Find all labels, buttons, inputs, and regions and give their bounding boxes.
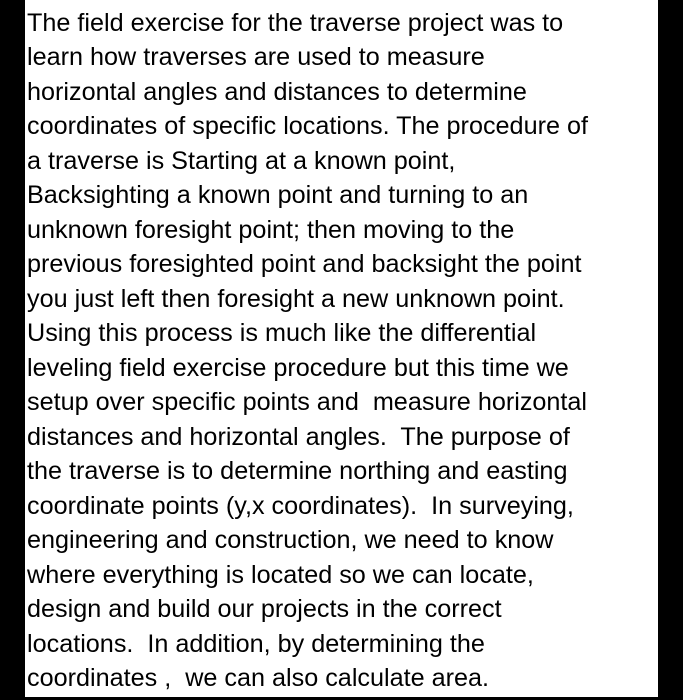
- text-line-12: setup over specific points and measure horizontal: [27, 388, 588, 416]
- text-line-7: unknown foresight point; then moving to the: [27, 216, 515, 244]
- document-page: [25, 0, 658, 697]
- text-line-3: horizontal angles and distances to determine: [27, 78, 527, 106]
- text-line-10: Using this process is much like the differential: [27, 319, 537, 347]
- text-line-18: design and build our projects in the correct: [27, 595, 502, 623]
- text-line-1: The field exercise for the traverse project was to: [27, 9, 564, 37]
- text-line-13: distances and horizontal angles. The purpose of: [27, 423, 570, 451]
- text-line-4: coordinates of specific locations. The procedure of: [27, 112, 588, 140]
- text-line-19: locations. In addition, by determining the: [27, 630, 485, 658]
- text-line-20: coordinates , we can also calculate area.: [27, 664, 490, 692]
- text-line-15: coordinate points (y,x coordinates). In surveying,: [27, 492, 574, 520]
- text-line-17: where everything is located so we can locate,: [27, 561, 534, 589]
- text-line-14: the traverse is to determine northing and easting: [27, 457, 568, 485]
- text-line-11: leveling field exercise procedure but this time we: [27, 354, 569, 382]
- text-line-16: engineering and construction, we need to know: [27, 526, 554, 554]
- text-line-2: learn how traverses are used to measure: [27, 43, 485, 71]
- text-line-9: you just left then foresight a new unknown point.: [27, 285, 565, 313]
- text-line-8: previous foresighted point and backsight the point: [27, 250, 582, 278]
- text-line-6: Backsighting a known point and turning to an: [27, 181, 529, 209]
- text-line-5: a traverse is Starting at a known point,: [27, 147, 456, 175]
